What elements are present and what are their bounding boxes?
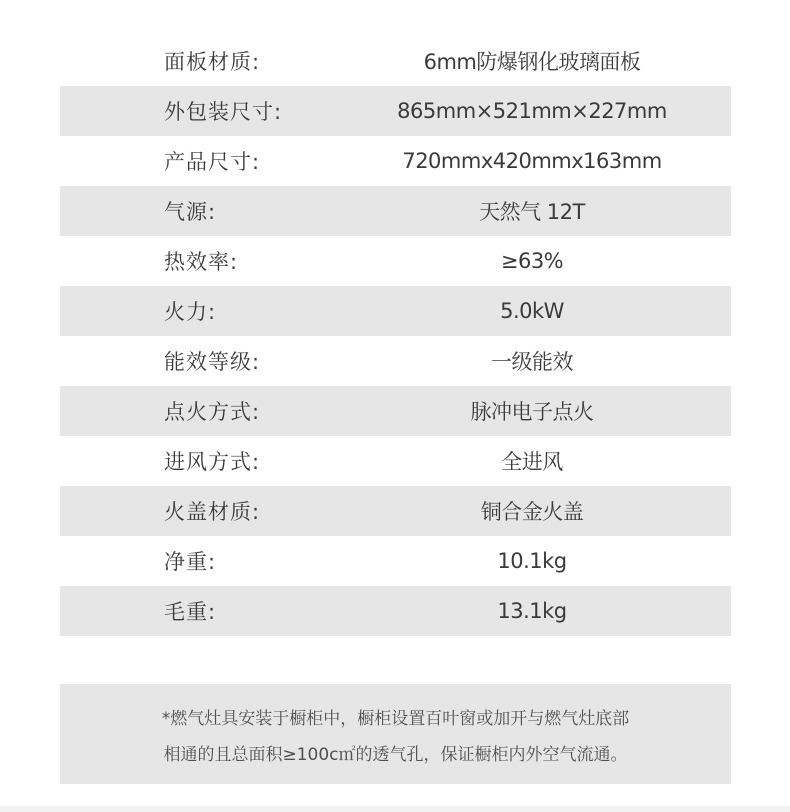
spec-label: 点火方式: <box>164 400 261 424</box>
spec-label: 能效等级: <box>164 350 261 374</box>
spec-label: 外包装尺寸: <box>164 100 283 124</box>
spec-row-panel-material <box>60 36 731 86</box>
spec-label: 面板材质: <box>164 50 261 74</box>
spec-row-burner-cap <box>60 486 731 536</box>
spec-value: 脉冲电子点火 <box>470 400 594 424</box>
spec-row-gas-source <box>60 186 731 236</box>
spec-row-energy-rating <box>60 336 731 386</box>
spec-label: 火力: <box>164 300 217 324</box>
spec-row-ignition <box>60 386 731 436</box>
spec-row-product-size <box>60 136 731 186</box>
spec-row-firepower <box>60 286 731 336</box>
spec-row-package-size <box>60 86 731 136</box>
bottom-divider <box>0 806 790 812</box>
spec-label: 热效率: <box>164 250 239 274</box>
spec-value: 865mm×521mm×227mm <box>397 99 667 123</box>
note-line-1: *燃气灶具安装于橱柜中，橱柜设置百叶窗或加开与燃气灶底部 <box>161 709 630 729</box>
installation-note <box>60 684 731 784</box>
spec-label: 净重: <box>164 550 217 574</box>
spec-label: 毛重: <box>164 600 217 624</box>
spec-row-net-weight <box>60 536 731 586</box>
spec-value: 全进风 <box>501 450 563 474</box>
spec-value: 10.1kg <box>497 549 567 573</box>
note-line-2: 相通的且总面积≥100c㎡的透气孔，保证橱柜内外空气流通。 <box>163 745 628 765</box>
spec-row-air-intake <box>60 436 731 486</box>
spec-value: 6mm防爆钢化玻璃面板 <box>423 50 641 74</box>
spec-label: 进风方式: <box>164 450 261 474</box>
spec-value: 5.0kW <box>500 299 564 323</box>
spec-row-thermal-efficiency <box>60 236 731 286</box>
spec-value: 铜合金火盖 <box>480 500 584 524</box>
spec-table <box>60 36 731 636</box>
spec-value: ≥63% <box>500 249 564 273</box>
spec-value: 一级能效 <box>491 350 573 374</box>
spec-label: 气源: <box>164 200 217 224</box>
spec-label: 火盖材质: <box>164 500 261 524</box>
spec-value: 720mmx420mmx163mm <box>402 149 662 173</box>
spec-label: 产品尺寸: <box>164 150 261 174</box>
spec-row-gross-weight <box>60 586 731 636</box>
spec-value: 天然气 12T <box>479 200 585 224</box>
spec-value: 13.1kg <box>497 599 567 623</box>
